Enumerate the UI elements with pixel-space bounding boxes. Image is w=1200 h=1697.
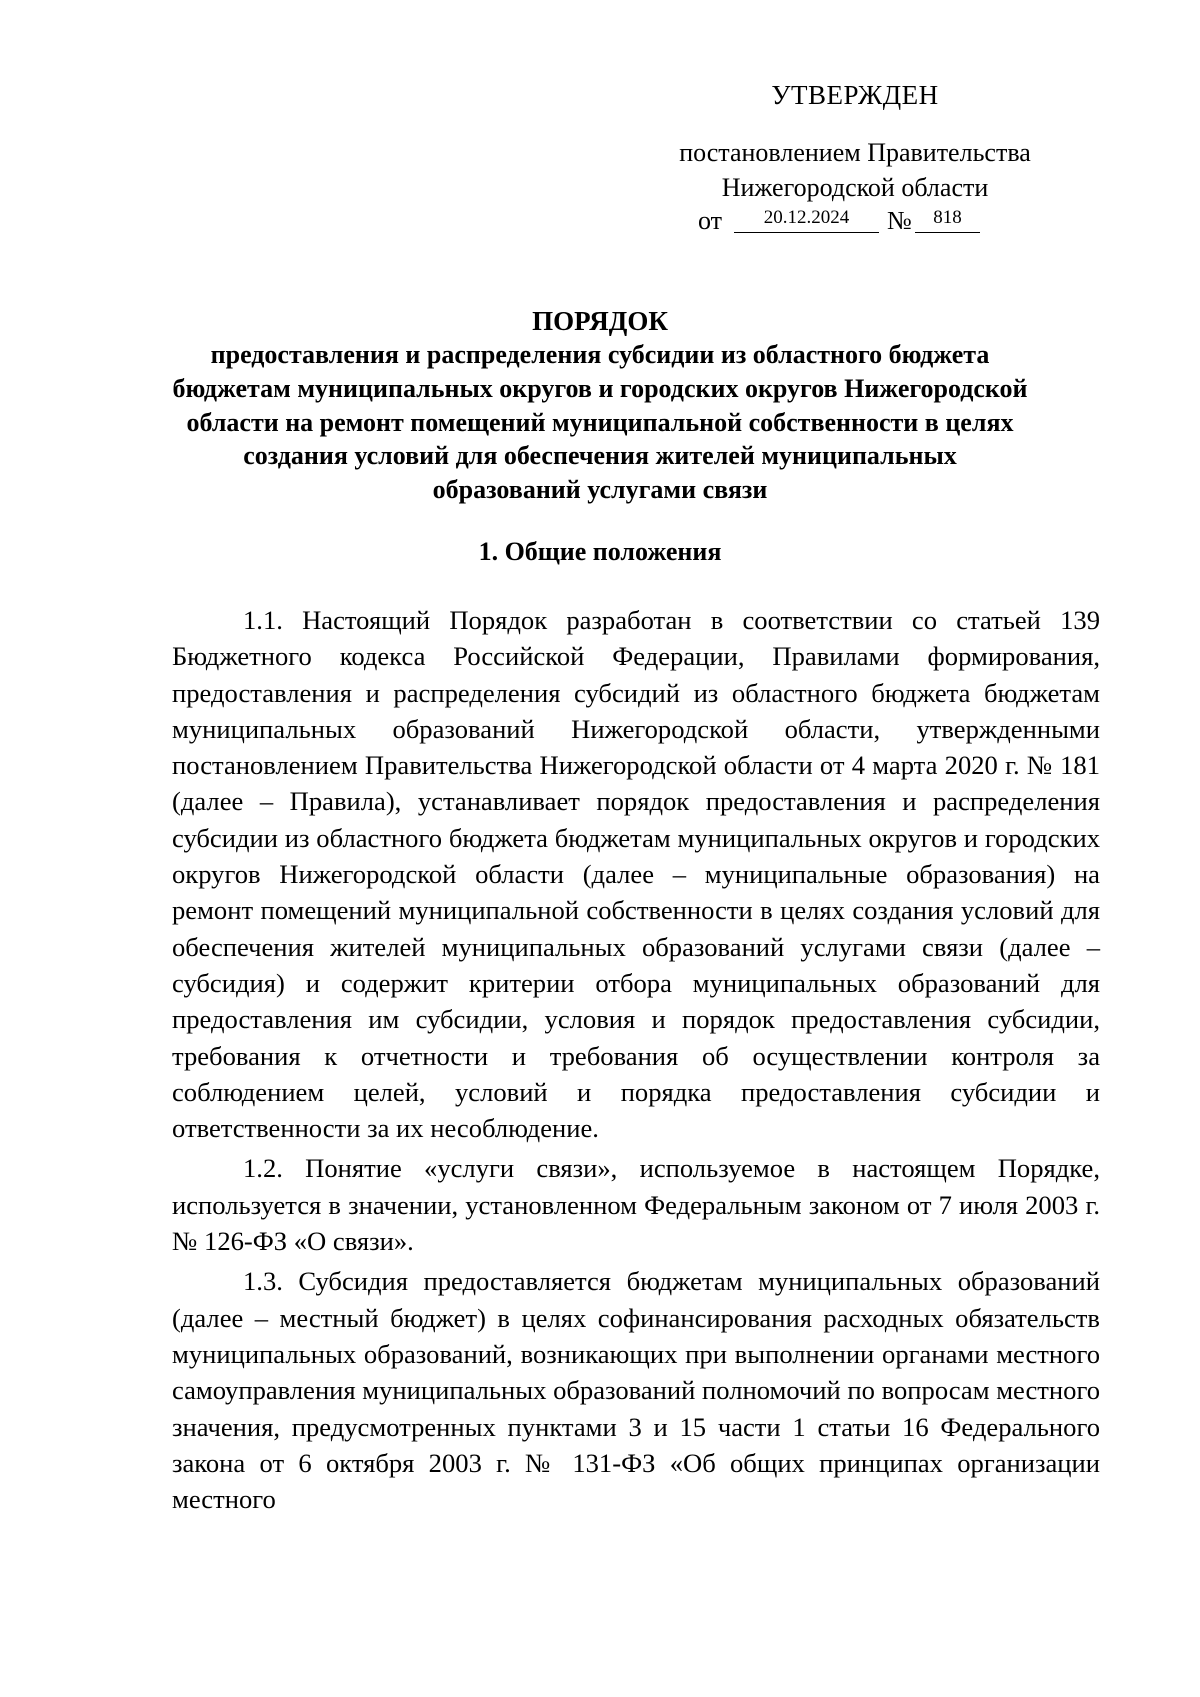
approval-region-line: Нижегородской области <box>721 173 989 202</box>
document-body <box>172 602 1100 1517</box>
paragraph-1-1: 1.1. Настоящий Порядок разработан в соответствии со статьей 139 Бюджетного кодекса Российской Федерации, Правилами формирования, предоставления и распределения субсидий из областного бюджета бюджетам муниципальных образований Нижегородской области, утвержденными постановлением Правительства Нижегородской области от 4 марта 2020 г. № 181 (далее – Правила), устанавливает порядок предоставления и распределения субсидии из областного бюджета бюджетам муниципальных округов и городских округов Нижегородской области (далее – муниципальные образования) на ремонт помещений муниципальной собственности в целях создания условий для обеспечения жителей муниципальных образований услугами связи (далее – субсидия) и содержит критерии отбора муниципальных образований для предоставления им субсидии, условия и порядок предоставления субсидии, требования к отчетности и требования об осуществлении контроля за соблюдением целей, условий и порядка предоставления субсидии и ответственности за их несоблюдение. <box>172 605 1100 1144</box>
section-heading: 1. Общие положения <box>478 537 722 566</box>
document-title-block <box>170 304 1030 507</box>
approval-date-row <box>698 200 1028 236</box>
document-subtitle: предоставления и распределения субсидии из областного бюджета бюджетам муниципальных округов и городских округов Нижегородской области на ремонт помещений муниципальной собственности в целях создания условий для обеспечения жителей муниципальных образований услугами связи <box>172 340 1028 505</box>
approval-date: 20.12.2024 <box>734 204 879 233</box>
document-heading: ПОРЯДОК <box>532 306 668 336</box>
date-prefix: от <box>698 206 723 235</box>
approval-issuer-line: постановлением Правительства <box>679 138 1031 167</box>
paragraph-1-3: 1.3. Субсидия предоставляется бюджетам муниципальных образований (далее – местный бюджет) в целях софинансирования расходных обязательств муниципальных образований, возникающих при выполнении органами местного самоуправления муниципальных образований полномочий по вопросам местного значения, предусмотренных пунктами 3 и 15 части 1 статьи 16 Федерального закона от 6 октября 2003 г. № 131-ФЗ «Об общих принципах организации местного <box>172 1266 1100 1515</box>
approved-title: УТВЕРЖДЕН <box>771 80 939 110</box>
number-prefix: № <box>887 206 912 235</box>
approval-number: 818 <box>915 204 980 233</box>
paragraph-1-2: 1.2. Понятие «услуги связи», используемое в настоящем Порядке, используется в значении, установленном Федеральным законом от 7 июля 2003 г. № 126-ФЗ «О связи». <box>172 1153 1100 1257</box>
